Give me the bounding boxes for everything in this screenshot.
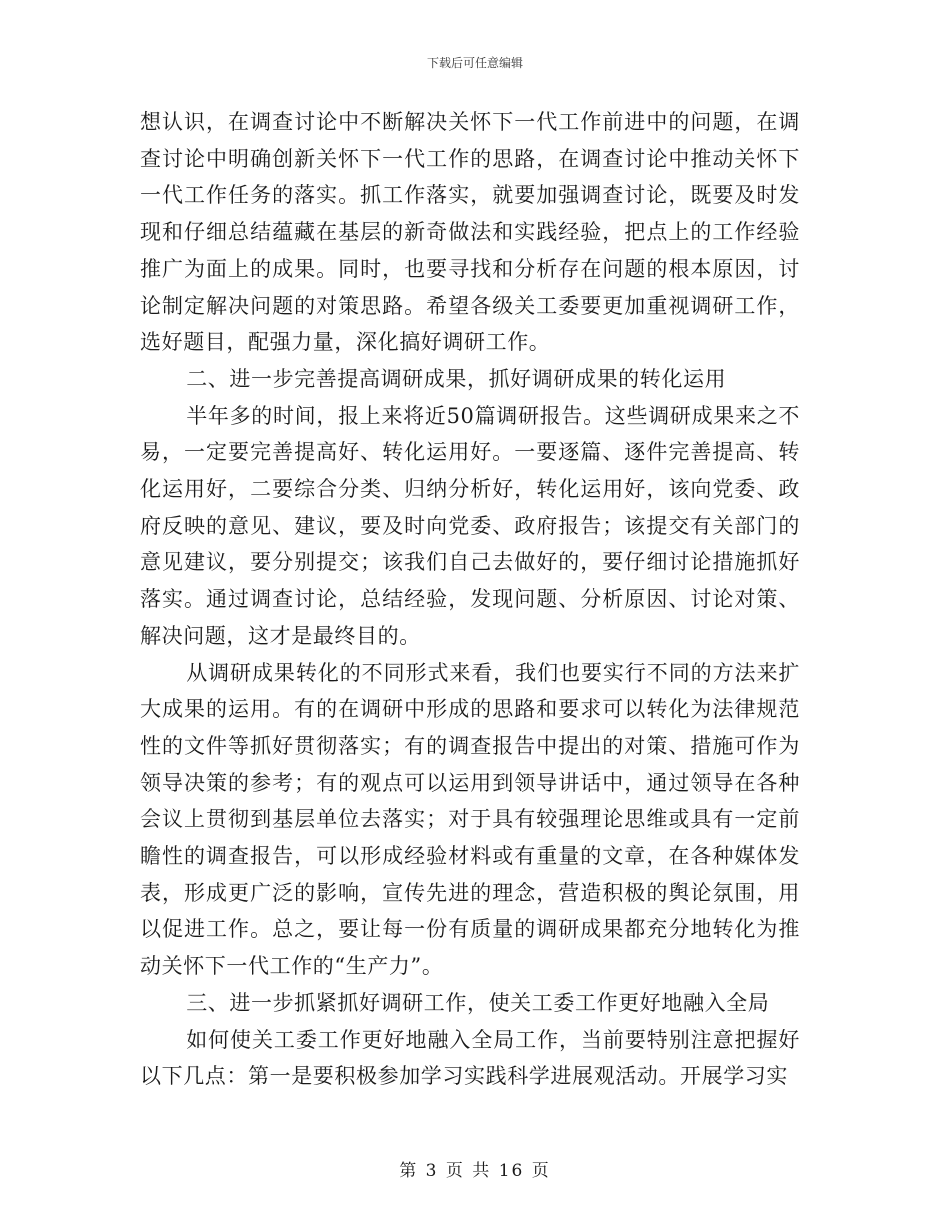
page-number-footer: 第 3 页 共 16 页 — [399, 1161, 551, 1181]
document-body — [140, 104, 800, 1095]
section-heading-2: 二、进一步完善提高调研成果，抓好调研成果的转化运用 — [186, 366, 727, 391]
paragraph-2: 半年多的时间，报上来将近50篇调研报告。这些调研成果来之不易，一定要完善提高好、转化运用好。一要逐篇、逐件完善提高、转化运用好，二要综合分类、归纳分析好，转化运用好，该向党委、政府反映的意见、建议，要及时向党委、政府报告；该提交有关部门的意见建议，要分别提交；该我们自己去做好的，要仔细讨论措施抓好落实。通过调查讨论，总结经验，发现问题、分析原因、讨论对策、解决问题，这才是最终目的。 — [140, 403, 800, 648]
section-heading-3: 三、进一步抓紧抓好调研工作，使关工委工作更好地融入全局 — [186, 990, 770, 1015]
paragraph-1: 想认识，在调查讨论中不断解决关怀下一代工作前进中的问题，在调查讨论中明确创新关怀下一代工作的思路，在调查讨论中推动关怀下一代工作任务的落实。抓工作落实，就要加强调查讨论，既要及时发现和仔细总结蕴藏在基层的新奇做法和实践经验，把点上的工作经验推广为面上的成果。同时，也要寻找和分析存在问题的根本原因，讨论制定解决问题的对策思路。希望各级关工委要更加重视调研工作，选好题目，配强力量，深化搞好调研工作。 — [140, 110, 800, 355]
paragraph-3: 从调研成果转化的不同形式来看，我们也要实行不同的方法来扩大成果的运用。有的在调研中形成的思路和要求可以转化为法律规范性的文件等抓好贯彻落实；有的调查报告中提出的对策、措施可作为领导决策的参考；有的观点可以运用到领导讲话中，通过领导在各种会议上贯彻到基层单位去落实；对于具有较强理论思维或具有一定前瞻性的调查报告，可以形成经验材料或有重量的文章，在各种媒体发表，形成更广泛的影响，宣传先进的理念，营造积极的舆论氛围，用以促进工作。总之，要让每一份有质量的调研成果都充分地转化为推动关怀下一代工作的“生产力”。 — [140, 660, 800, 979]
page-header: 下载后可任意编辑 — [426, 56, 523, 70]
paragraph-4: 如何使关工委工作更好地融入全局工作，当前要特别注意把握好以下几点：第一是要积极参加学习实践科学进展观活动。开展学习实 — [140, 1027, 800, 1089]
